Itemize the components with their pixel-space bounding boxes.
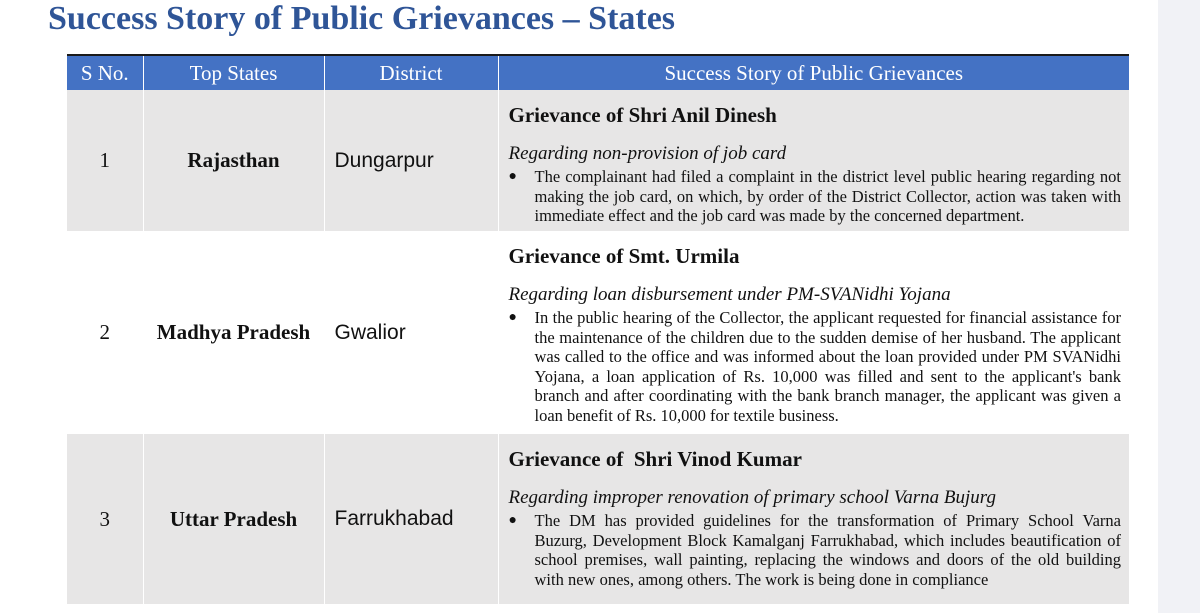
cell-state: Madhya Pradesh bbox=[143, 231, 324, 434]
table-row bbox=[67, 434, 1129, 604]
column-header-district: District bbox=[324, 56, 498, 90]
grievance-title: Grievance of Shri Vinod Kumar bbox=[508, 447, 802, 471]
cell-district: Farrukhabad bbox=[324, 434, 498, 604]
grievance-regarding: Regarding loan disbursement under PM-SVANidhi Yojana bbox=[508, 284, 951, 305]
grievance-detail: In the public hearing of the Collector, the applicant requested for financial assistance for the maintenance of the children due to the sudden demise of her husband. The applicant was called to the office and was informed about the loan provided under PM SVANidhi Yojana, a loan application of Rs. 10,000 was filled and sent to the applicant's bank branch and after coordinating with the bank branch manager, the applicant was given a loan benefit of Rs. 10,000 for textile business. bbox=[534, 308, 1121, 425]
cell-story bbox=[498, 90, 1129, 231]
grievance-detail: The complainant had filed a complaint in the district level public hearing regarding not making the job card, on which, by order of the District Collector, action was taken with immediate effect and the job card was made by the concerned department. bbox=[534, 167, 1121, 225]
grievance-detail: The DM has provided guidelines for the transformation of Primary School Varna Buzurg, Development Block Kamalganj Farrukhabad, which includes beautification of school premises, wall painting, replacing the windows and doors of the old building with new ones, among others. The work is being done in compliance bbox=[534, 511, 1121, 589]
table-row bbox=[67, 90, 1129, 231]
cell-sno: 3 bbox=[67, 434, 143, 604]
cell-district: Dungarpur bbox=[324, 90, 498, 231]
column-header-story: Success Story of Public Grievances bbox=[498, 56, 1129, 90]
table-row bbox=[67, 231, 1129, 434]
cell-sno: 2 bbox=[67, 231, 143, 434]
side-margin bbox=[1158, 0, 1200, 613]
grievance-table bbox=[67, 56, 1129, 604]
bullet-icon: ● bbox=[508, 169, 517, 184]
page-title: Success Story of Public Grievances – States bbox=[48, 0, 676, 37]
grievance-regarding: Regarding non-provision of job card bbox=[508, 143, 787, 164]
cell-sno: 1 bbox=[67, 90, 143, 231]
grievance-title: Grievance of Smt. Urmila bbox=[508, 244, 740, 268]
grievance-detail-item bbox=[509, 167, 1122, 226]
table-header-row bbox=[67, 56, 1129, 90]
bullet-icon: ● bbox=[508, 513, 517, 528]
cell-story bbox=[498, 231, 1129, 434]
cell-district: Gwalior bbox=[324, 231, 498, 434]
bullet-icon: ● bbox=[508, 310, 517, 325]
cell-state: Rajasthan bbox=[143, 90, 324, 231]
cell-state: Uttar Pradesh bbox=[143, 434, 324, 604]
column-header-sno: S No. bbox=[67, 56, 143, 90]
grievance-regarding: Regarding improper renovation of primary school Varna Bujurg bbox=[508, 487, 996, 508]
grievance-detail-item bbox=[509, 308, 1122, 425]
grievance-title: Grievance of Shri Anil Dinesh bbox=[508, 103, 777, 127]
grievance-detail-item bbox=[509, 511, 1122, 589]
cell-story bbox=[498, 434, 1129, 604]
column-header-state: Top States bbox=[143, 56, 324, 90]
